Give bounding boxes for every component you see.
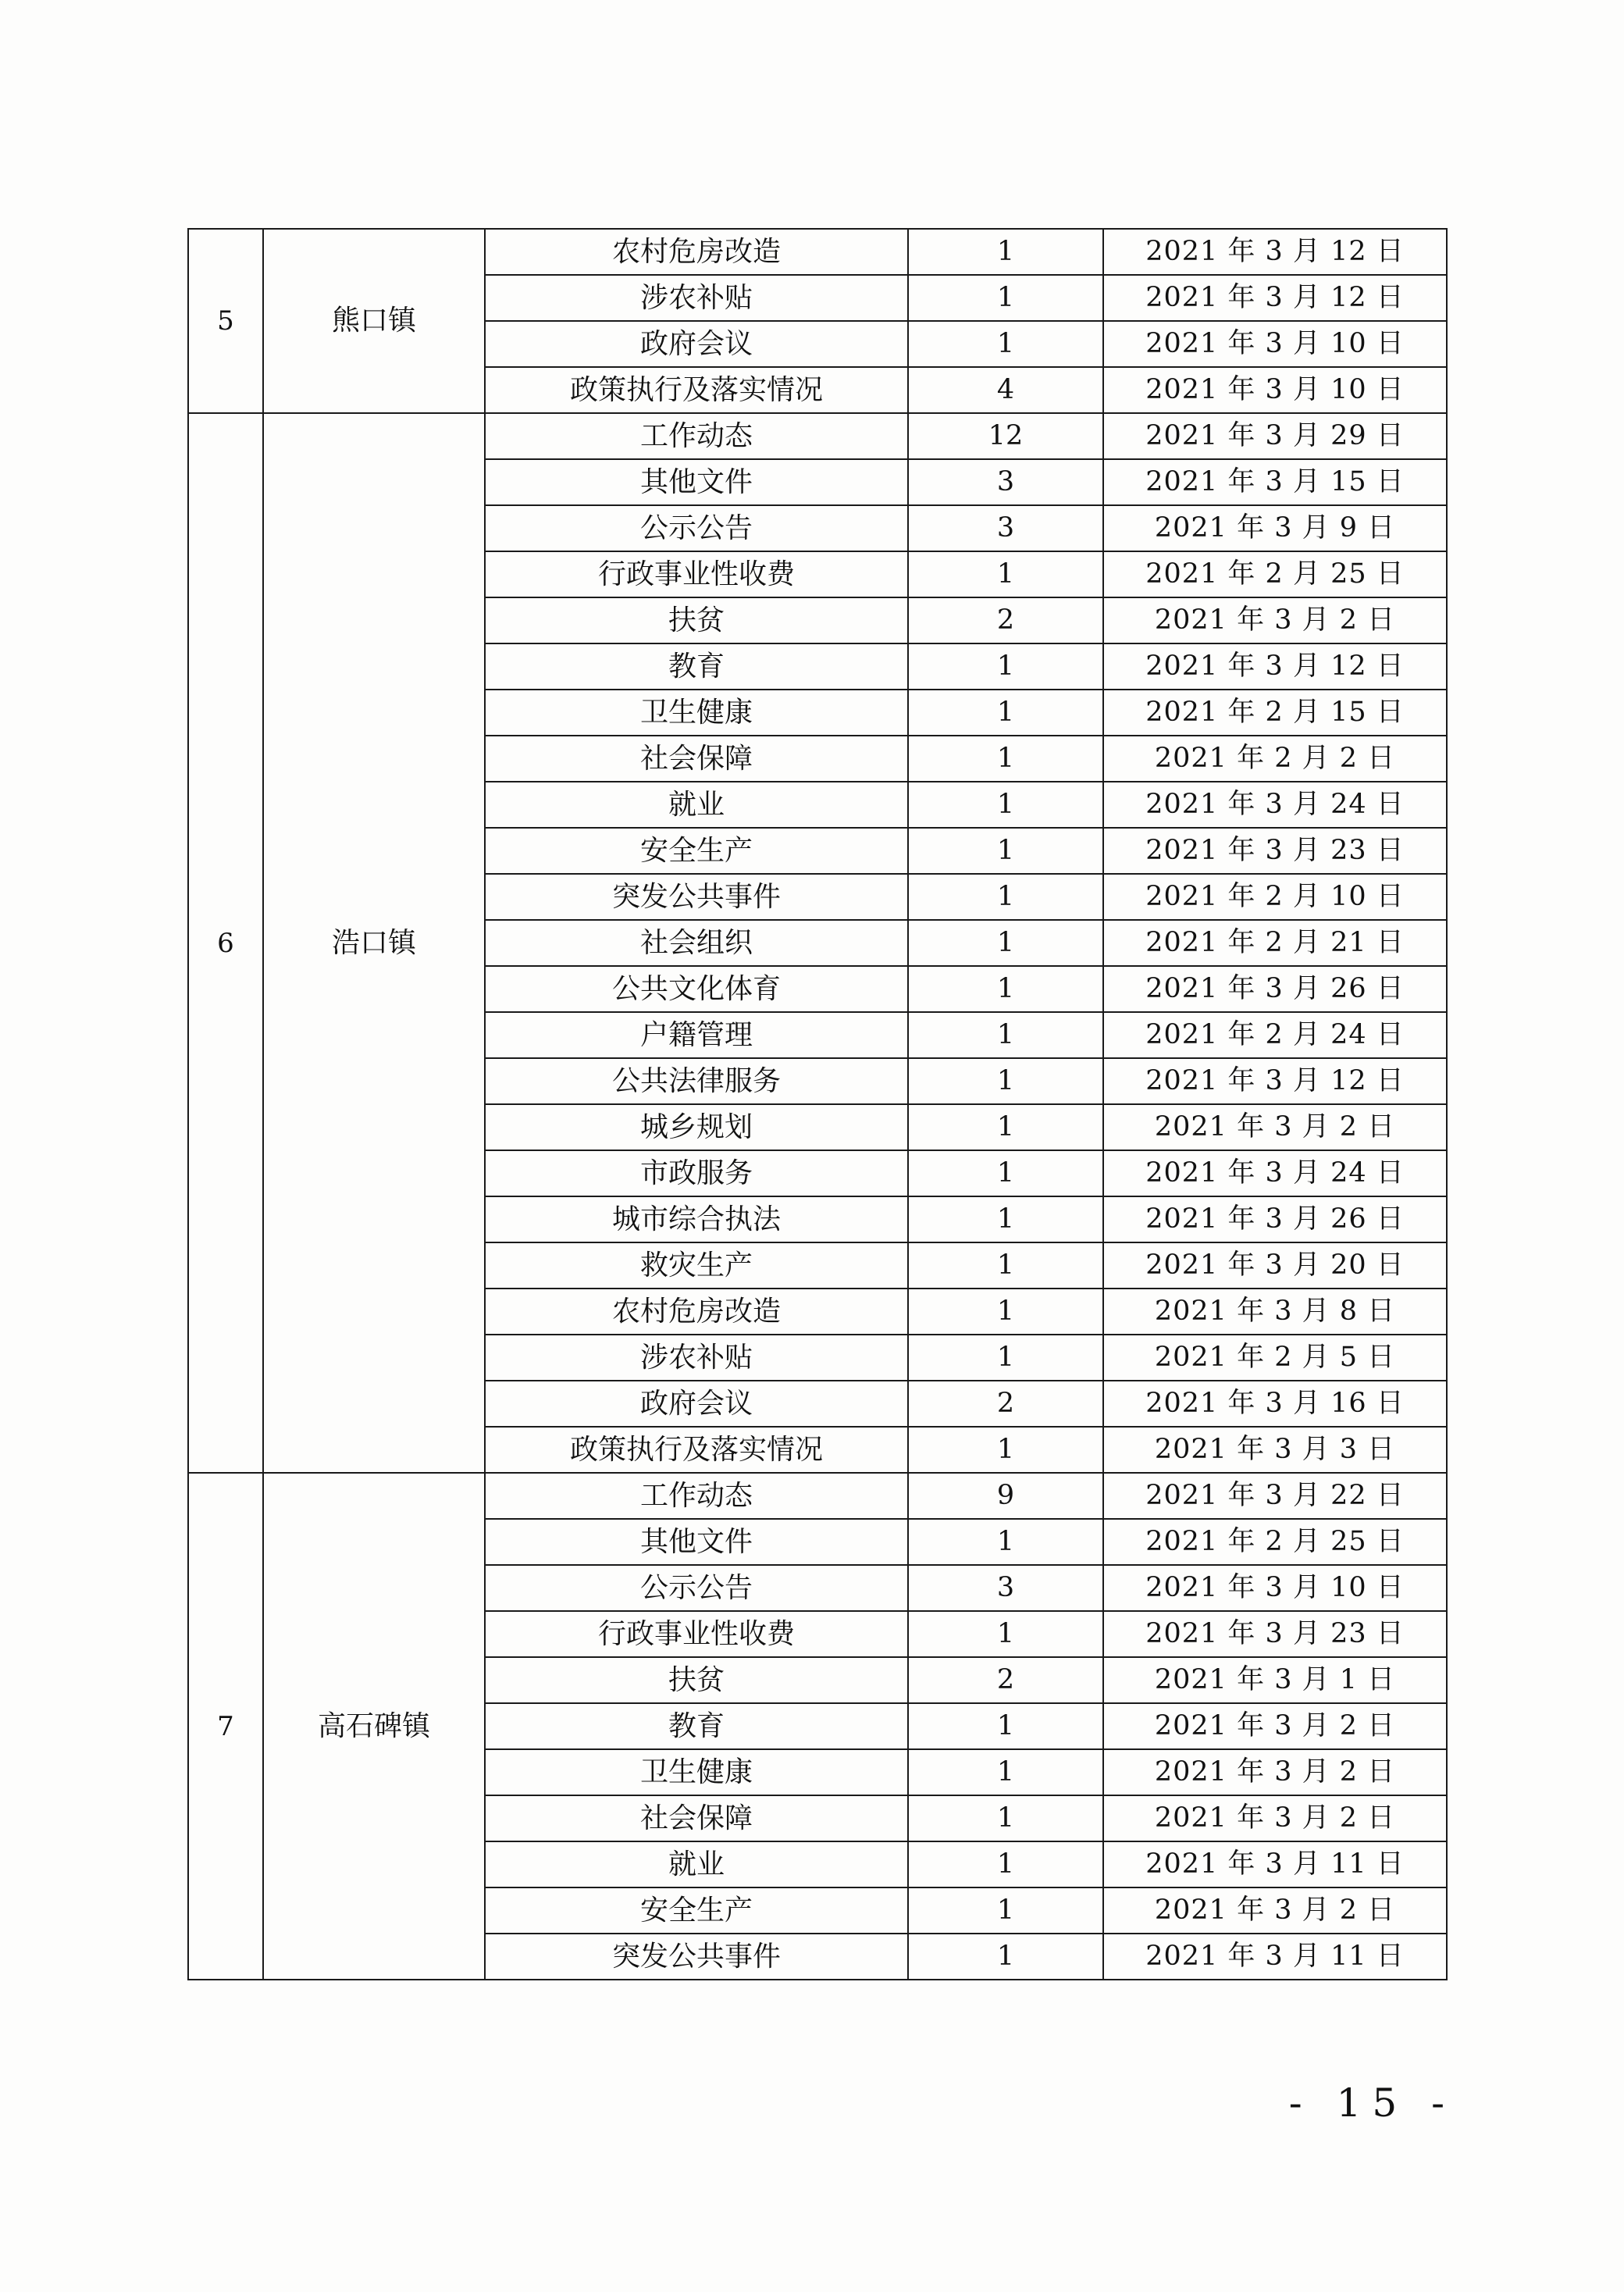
disclosure-table <box>187 228 1448 1980</box>
table-body <box>188 229 1447 1980</box>
date-cell: 2021 年 3 月 24 日 <box>1103 1150 1447 1196</box>
count-cell: 1 <box>908 1703 1103 1749</box>
count-cell: 3 <box>908 505 1103 551</box>
count-cell: 1 <box>908 1934 1103 1980</box>
category-cell: 社会保障 <box>485 1795 908 1841</box>
count-cell: 2 <box>908 1381 1103 1427</box>
category-cell: 公示公告 <box>485 505 908 551</box>
count-cell: 1 <box>908 782 1103 828</box>
town-name: 熊口镇 <box>263 229 485 413</box>
category-cell: 政策执行及落实情况 <box>485 1427 908 1473</box>
count-cell: 1 <box>908 643 1103 690</box>
count-cell: 1 <box>908 1611 1103 1657</box>
category-cell: 教育 <box>485 1703 908 1749</box>
town-name: 高石碑镇 <box>263 1473 485 1980</box>
town-name: 浩口镇 <box>263 413 485 1473</box>
count-cell: 1 <box>908 736 1103 782</box>
date-cell: 2021 年 3 月 2 日 <box>1103 597 1447 643</box>
date-cell: 2021 年 3 月 3 日 <box>1103 1427 1447 1473</box>
category-cell: 卫生健康 <box>485 690 908 736</box>
date-cell: 2021 年 2 月 10 日 <box>1103 874 1447 920</box>
category-cell: 涉农补贴 <box>485 275 908 321</box>
date-cell: 2021 年 3 月 2 日 <box>1103 1703 1447 1749</box>
category-cell: 就业 <box>485 782 908 828</box>
date-cell: 2021 年 3 月 12 日 <box>1103 643 1447 690</box>
category-cell: 安全生产 <box>485 828 908 874</box>
category-cell: 工作动态 <box>485 1473 908 1519</box>
category-cell: 政府会议 <box>485 321 908 367</box>
date-cell: 2021 年 3 月 24 日 <box>1103 782 1447 828</box>
category-cell: 涉农补贴 <box>485 1335 908 1381</box>
count-cell: 1 <box>908 1335 1103 1381</box>
group-number: 5 <box>188 229 263 413</box>
date-cell: 2021 年 3 月 9 日 <box>1103 505 1447 551</box>
category-cell: 行政事业性收费 <box>485 1611 908 1657</box>
count-cell: 1 <box>908 1887 1103 1934</box>
count-cell: 3 <box>908 459 1103 505</box>
category-cell: 其他文件 <box>485 459 908 505</box>
date-cell: 2021 年 3 月 1 日 <box>1103 1657 1447 1703</box>
category-cell: 农村危房改造 <box>485 229 908 275</box>
group-number: 7 <box>188 1473 263 1980</box>
category-cell: 救灾生产 <box>485 1242 908 1289</box>
count-cell: 12 <box>908 413 1103 459</box>
count-cell: 4 <box>908 367 1103 413</box>
date-cell: 2021 年 2 月 5 日 <box>1103 1335 1447 1381</box>
count-cell: 1 <box>908 874 1103 920</box>
category-cell: 城市综合执法 <box>485 1196 908 1242</box>
date-cell: 2021 年 2 月 24 日 <box>1103 1012 1447 1058</box>
category-cell: 工作动态 <box>485 413 908 459</box>
date-cell: 2021 年 3 月 10 日 <box>1103 321 1447 367</box>
category-cell: 行政事业性收费 <box>485 551 908 597</box>
category-cell: 突发公共事件 <box>485 874 908 920</box>
date-cell: 2021 年 3 月 2 日 <box>1103 1749 1447 1795</box>
category-cell: 市政服务 <box>485 1150 908 1196</box>
category-cell: 扶贫 <box>485 1657 908 1703</box>
count-cell: 1 <box>908 1150 1103 1196</box>
category-cell: 城乡规划 <box>485 1104 908 1150</box>
date-cell: 2021 年 2 月 25 日 <box>1103 551 1447 597</box>
category-cell: 公共法律服务 <box>485 1058 908 1104</box>
group-number: 6 <box>188 413 263 1473</box>
category-cell: 公示公告 <box>485 1565 908 1611</box>
category-cell: 其他文件 <box>485 1519 908 1565</box>
count-cell: 1 <box>908 551 1103 597</box>
count-cell: 1 <box>908 1519 1103 1565</box>
date-cell: 2021 年 3 月 29 日 <box>1103 413 1447 459</box>
date-cell: 2021 年 2 月 21 日 <box>1103 920 1447 966</box>
count-cell: 1 <box>908 690 1103 736</box>
date-cell: 2021 年 3 月 20 日 <box>1103 1242 1447 1289</box>
category-cell: 政府会议 <box>485 1381 908 1427</box>
category-cell: 教育 <box>485 643 908 690</box>
category-cell: 公共文化体育 <box>485 966 908 1012</box>
count-cell: 1 <box>908 1242 1103 1289</box>
count-cell: 9 <box>908 1473 1103 1519</box>
count-cell: 1 <box>908 966 1103 1012</box>
date-cell: 2021 年 3 月 15 日 <box>1103 459 1447 505</box>
count-cell: 1 <box>908 920 1103 966</box>
date-cell: 2021 年 3 月 26 日 <box>1103 966 1447 1012</box>
count-cell: 1 <box>908 1841 1103 1887</box>
date-cell: 2021 年 3 月 26 日 <box>1103 1196 1447 1242</box>
date-cell: 2021 年 3 月 2 日 <box>1103 1795 1447 1841</box>
date-cell: 2021 年 3 月 10 日 <box>1103 1565 1447 1611</box>
date-cell: 2021 年 3 月 8 日 <box>1103 1289 1447 1335</box>
count-cell: 1 <box>908 1104 1103 1150</box>
count-cell: 1 <box>908 1196 1103 1242</box>
category-cell: 社会组织 <box>485 920 908 966</box>
date-cell: 2021 年 3 月 23 日 <box>1103 1611 1447 1657</box>
category-cell: 户籍管理 <box>485 1012 908 1058</box>
count-cell: 1 <box>908 275 1103 321</box>
date-cell: 2021 年 3 月 2 日 <box>1103 1887 1447 1934</box>
count-cell: 1 <box>908 1289 1103 1335</box>
date-cell: 2021 年 3 月 12 日 <box>1103 275 1447 321</box>
table-row <box>188 1473 1447 1519</box>
page-number: - 15 - <box>1288 2080 1455 2126</box>
count-cell: 2 <box>908 597 1103 643</box>
category-cell: 安全生产 <box>485 1887 908 1934</box>
date-cell: 2021 年 2 月 25 日 <box>1103 1519 1447 1565</box>
count-cell: 1 <box>908 1427 1103 1473</box>
count-cell: 1 <box>908 229 1103 275</box>
category-cell: 就业 <box>485 1841 908 1887</box>
count-cell: 1 <box>908 1749 1103 1795</box>
category-cell: 突发公共事件 <box>485 1934 908 1980</box>
date-cell: 2021 年 3 月 12 日 <box>1103 1058 1447 1104</box>
count-cell: 1 <box>908 321 1103 367</box>
date-cell: 2021 年 2 月 2 日 <box>1103 736 1447 782</box>
table-row <box>188 413 1447 459</box>
date-cell: 2021 年 3 月 2 日 <box>1103 1104 1447 1150</box>
date-cell: 2021 年 3 月 11 日 <box>1103 1841 1447 1887</box>
category-cell: 社会保障 <box>485 736 908 782</box>
category-cell: 卫生健康 <box>485 1749 908 1795</box>
date-cell: 2021 年 3 月 23 日 <box>1103 828 1447 874</box>
count-cell: 1 <box>908 1012 1103 1058</box>
count-cell: 1 <box>908 1058 1103 1104</box>
count-cell: 2 <box>908 1657 1103 1703</box>
date-cell: 2021 年 3 月 11 日 <box>1103 1934 1447 1980</box>
date-cell: 2021 年 3 月 22 日 <box>1103 1473 1447 1519</box>
category-cell: 扶贫 <box>485 597 908 643</box>
count-cell: 1 <box>908 828 1103 874</box>
category-cell: 农村危房改造 <box>485 1289 908 1335</box>
table-row <box>188 229 1447 275</box>
date-cell: 2021 年 3 月 12 日 <box>1103 229 1447 275</box>
category-cell: 政策执行及落实情况 <box>485 367 908 413</box>
date-cell: 2021 年 3 月 10 日 <box>1103 367 1447 413</box>
date-cell: 2021 年 2 月 15 日 <box>1103 690 1447 736</box>
date-cell: 2021 年 3 月 16 日 <box>1103 1381 1447 1427</box>
count-cell: 1 <box>908 1795 1103 1841</box>
count-cell: 3 <box>908 1565 1103 1611</box>
